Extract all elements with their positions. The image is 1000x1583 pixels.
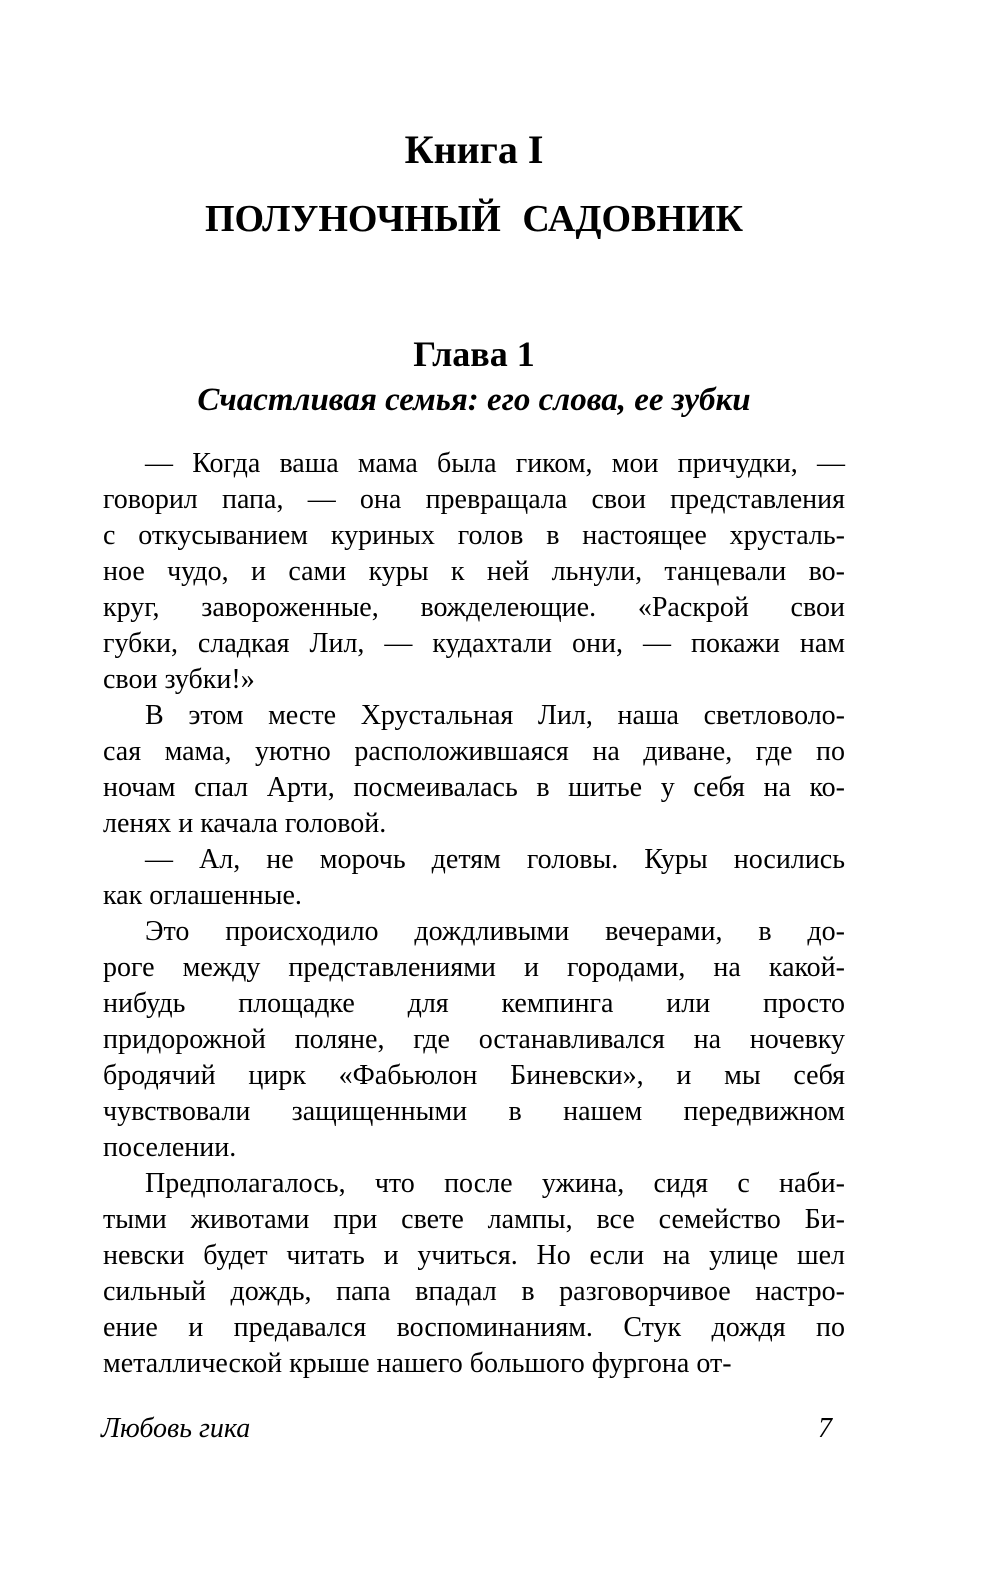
footer-page-number: 7	[818, 1413, 832, 1444]
book-title: Книга I	[404, 127, 544, 172]
text-line: придорожной поляне, где останавливался на ночевку	[103, 1024, 845, 1055]
text-line: сильный дождь, папа впадал в разговорчивое настро-	[103, 1276, 845, 1307]
text-line: тыми животами при свете лампы, все семейство Би-	[103, 1204, 845, 1235]
text-line: ночам спал Арти, посмеивалась в шитье у себя на ко-	[103, 772, 845, 803]
text-line: ное чудо, и сами куры к ней льнули, танцевали во-	[103, 556, 845, 587]
text-line: губки, сладкая Лил, — кудахтали они, — покажи нам	[103, 628, 845, 659]
text-line: сая мама, уютно расположившаяся на диване, где по	[103, 736, 845, 767]
chapter-heading: Глава 1	[413, 334, 535, 374]
text-line: с откусыванием куриных голов в настоящее хрусталь-	[103, 520, 845, 551]
paragraph	[103, 1166, 845, 1382]
text-line: металлической крыше нашего большого фургона от-	[103, 1348, 732, 1379]
text-line: Предполагалось, что после ужина, сидя с наби-	[145, 1168, 845, 1199]
text-line: круг, завороженные, вожделеющие. «Раскрой свои	[103, 592, 845, 623]
text-line: чувствовали защищенными в нашем передвижном	[103, 1096, 845, 1127]
text-line: говорил папа, — она превращала свои представления	[103, 484, 845, 515]
body-text	[103, 446, 845, 1382]
paragraph	[103, 446, 845, 698]
text-line: — Ал, не морочь детям головы. Куры носились	[145, 844, 845, 875]
paragraph	[103, 698, 845, 842]
paragraph	[103, 914, 845, 1166]
text-line: бродячий цирк «Фабьюлон Биневски», и мы себя	[103, 1060, 845, 1091]
text-line: В этом месте Хрустальная Лил, наша светловоло-	[145, 700, 845, 731]
paragraph	[103, 842, 845, 914]
part-title: ПОЛУНОЧНЫЙ САДОВНИК	[204, 198, 744, 240]
chapter-subtitle: Счастливая семья: его слова, ее зубки	[197, 382, 751, 418]
text-line: свои зубки!»	[103, 664, 255, 695]
text-line: нибудь площадке для кемпинга или просто	[103, 988, 845, 1019]
text-line: невски будет читать и учиться. Но если на улице шел	[103, 1240, 845, 1271]
text-line: как оглашенные.	[103, 880, 302, 911]
footer-running-title: Любовь гика	[101, 1413, 251, 1444]
text-line: ение и предавался воспоминаниям. Стук дождя по	[103, 1312, 845, 1343]
text-line: ленях и качала головой.	[103, 808, 387, 839]
text-line: Это происходило дождливыми вечерами, в до-	[145, 916, 845, 947]
text-line: роге между представлениями и городами, на какой-	[103, 952, 845, 983]
text-line: поселении.	[103, 1132, 237, 1163]
text-line: — Когда ваша мама была гиком, мои причудки, —	[145, 448, 845, 479]
